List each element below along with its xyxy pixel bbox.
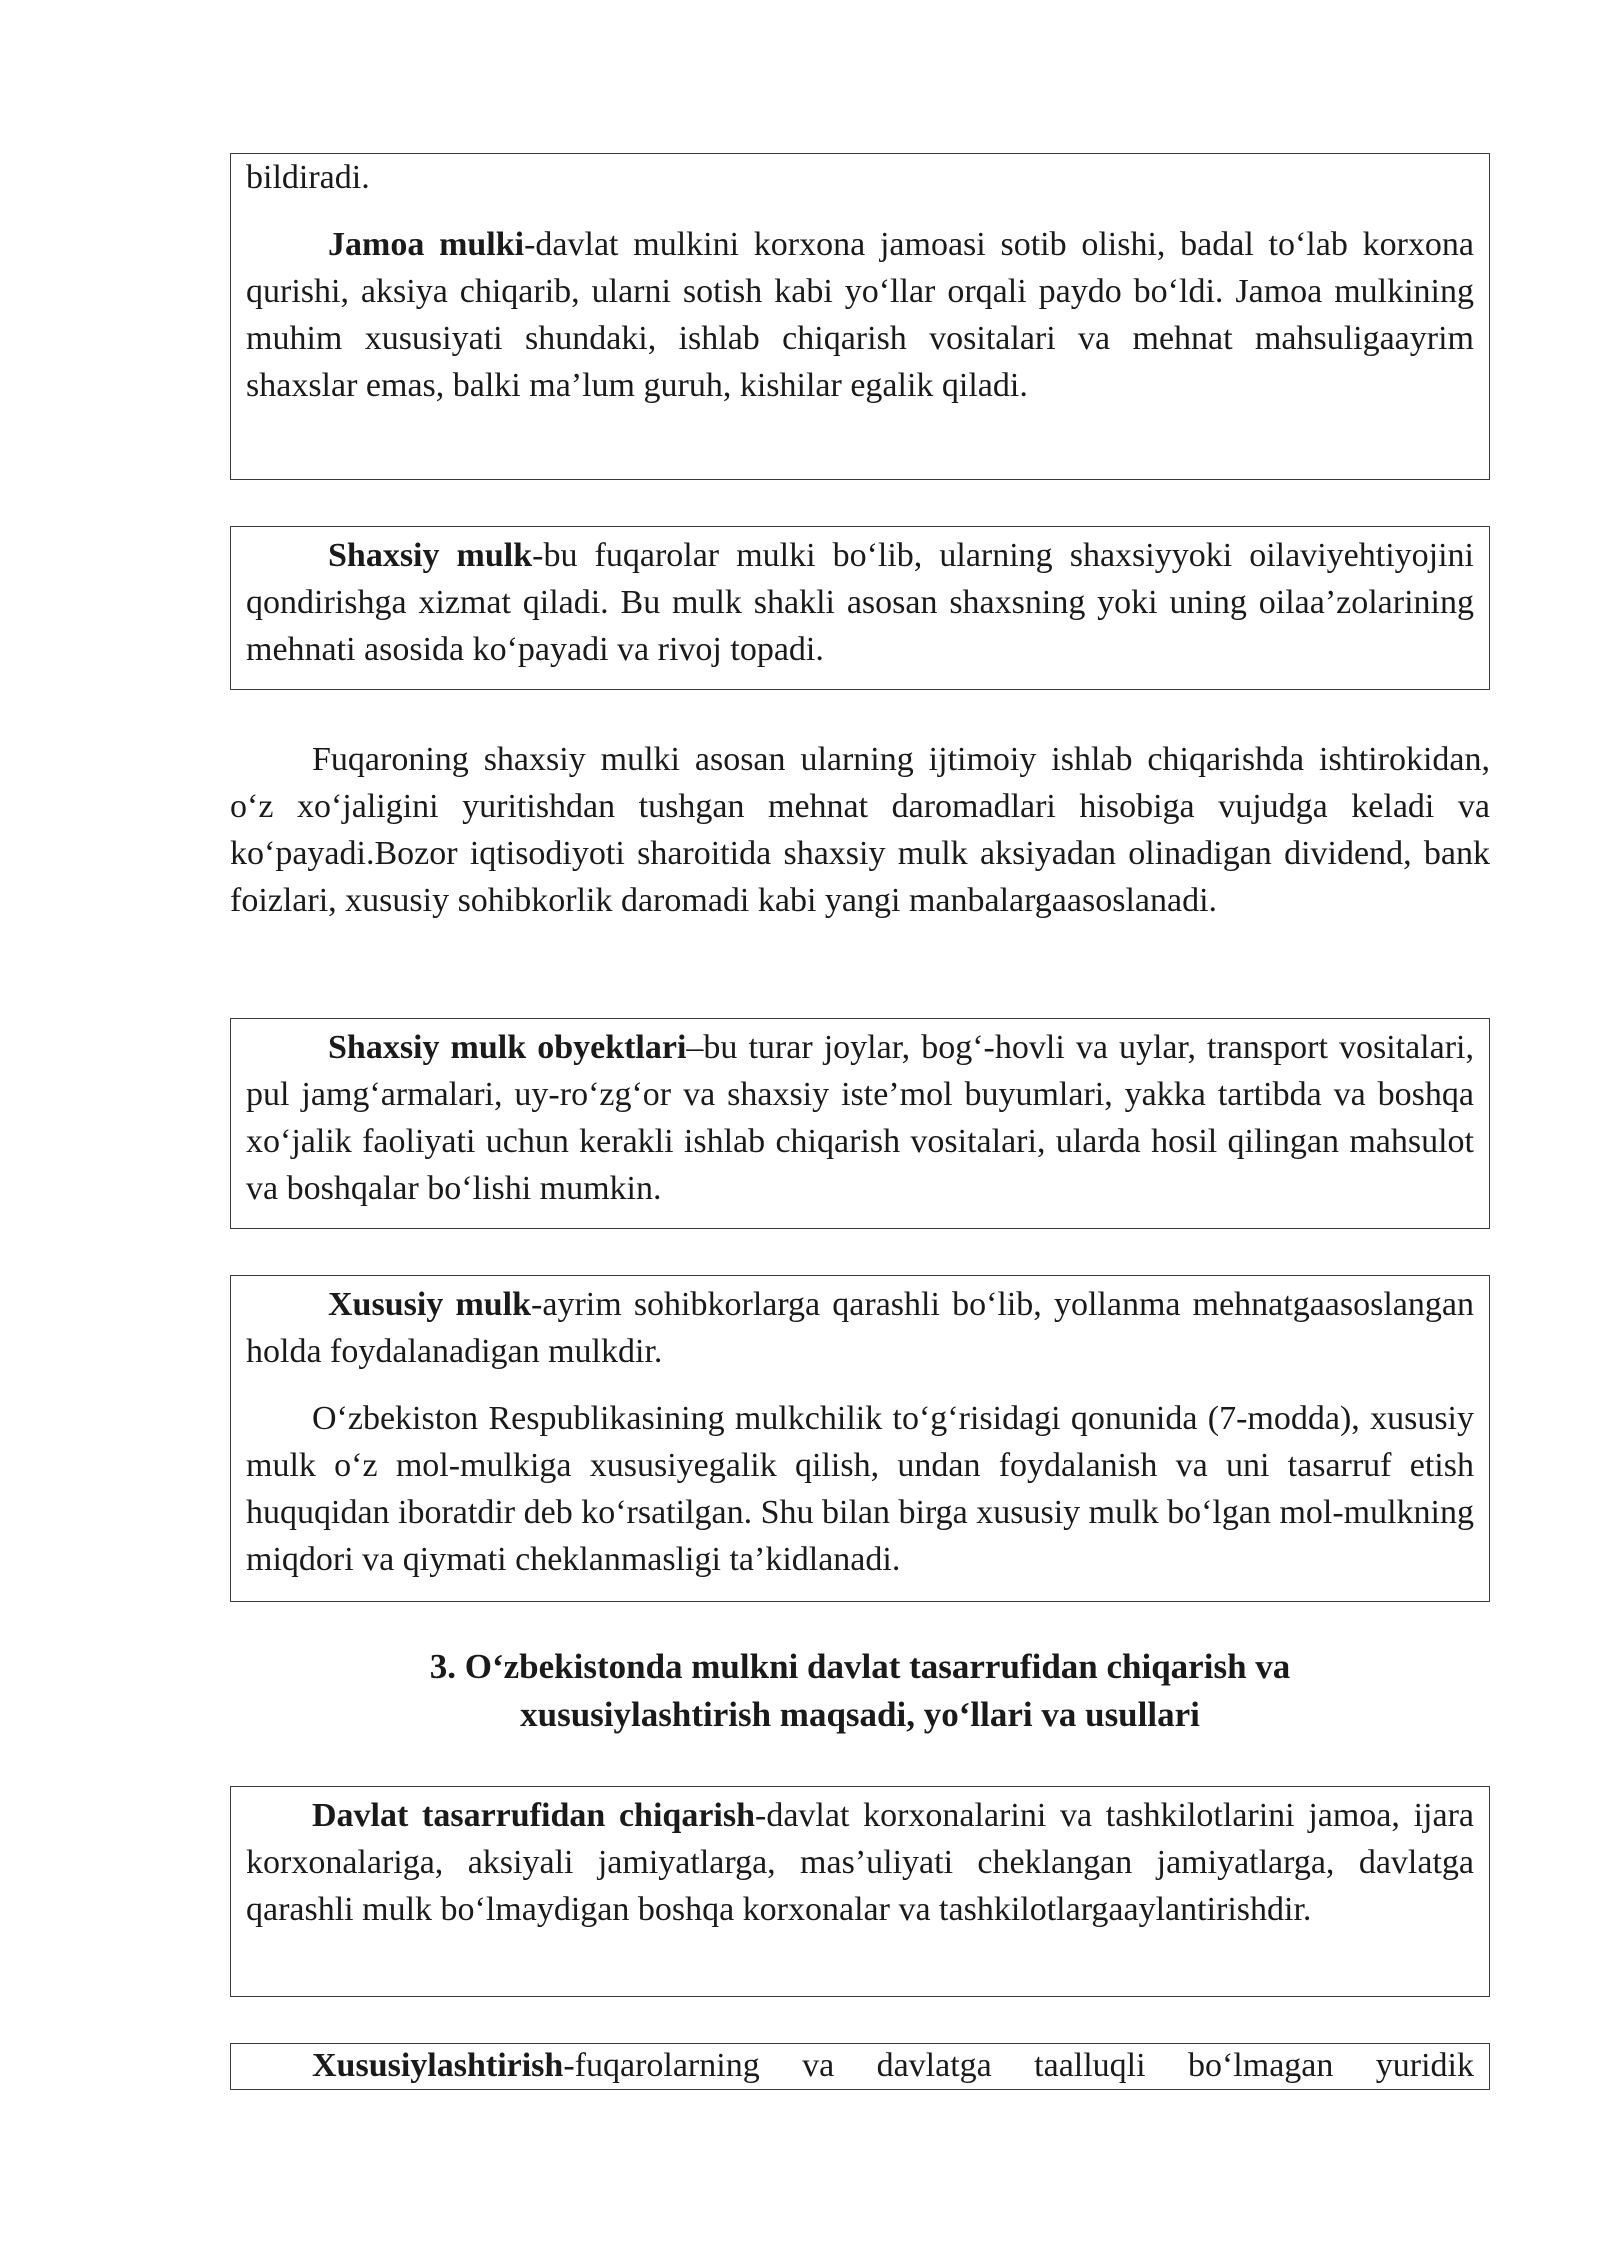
term-shaxsiy-mulk: Shaxsiy mulk [328,537,533,574]
definition-box-xususiy-mulk [230,1275,1490,1602]
definition-text: -fuqarolarning va davlatga taalluqli bo‘lmagan yuridik [563,2047,1474,2084]
definition-box-davlat-tasarrufidan-chiqarish [230,1786,1490,1997]
definition-box-shaxsiy-mulk-obyektlari [230,1018,1490,1229]
section-heading [230,1643,1490,1739]
term-davlat-tasarrufidan-chiqarish: Davlat tasarrufidan chiqarish [312,1797,755,1834]
definition-text: -bu fuqarolar mulki bo‘lib, ularning shaxsiyyoki oilaviyehtiyojini qondirishga xizmat qiladi. Bu mulk shakli asosan shaxsning yoki uning oilaa’zolarining mehnati asosida ko‘payadi va rivoj topadi. [246,537,1474,668]
term-xususiylashtirish: Xususiylashtirish [312,2047,564,2084]
body-paragraph [230,736,1490,924]
jamoa-mulki-paragraph [246,221,1474,409]
xususiy-mulk-paragraph [246,1281,1474,1375]
term-jamoa-mulki: Jamoa mulki [328,226,525,263]
fuqaroning-shaxsiy-mulki-paragraph: Fuqaroning shaxsiy mulki asosan ularning ijtimoiy ishlab chiqarishda ishtirokidan, o‘z xo‘jaligini yuritishdan tushgan mehnat daromadlari hisobiga vujudga keladi va ko‘payadi.Bozor iqtisodiyoti sharoitida shaxsiy mulk aksiyadan olinadigan dividend, bank foizlari, xususiy sohibkorlik daromadi kabi yangi manbalargaasoslanadi. [230,741,1490,919]
definition-box-jamoa-mulki [230,153,1490,480]
heading-line-2: xususiylashtirish maqsadi, yo‘llari va usullari [520,1695,1200,1734]
term-shaxsiy-mulk-obyektlari: Shaxsiy mulk obyektlari [328,1029,687,1066]
shaxsiy-mulk-paragraph [246,532,1474,673]
definition-box-shaxsiy-mulk [230,526,1490,690]
xususiylashtirish-paragraph [246,2043,1474,2089]
definition-text: -davlat mulkini korxona jamoasi sotib olishi, badal to‘lab korxona qurishi, aksiya chiqarib, ularni sotish kabi yo‘llar orqali paydo bo‘ldi. Jamoa mulkining muhim xususiyati shundaki, ishlab chiqarish vositalari va mehnat mahsuligaayrim shaxslar emas, balki ma’lum guruh, kishilar egalik qiladi. [246,226,1474,404]
continued-text: bildiradi. [246,159,370,196]
davlat-tasarrufidan-chiqarish-paragraph [246,1792,1474,1933]
shaxsiy-mulk-obyektlari-paragraph [246,1024,1474,1212]
definition-text: -davlat korxonalarini va tashkilotlarini jamoa, ijara korxonalariga, aksiyali jamiyatlarga, mas’uliyati cheklangan jamiyatlarga, davlatga qarashli mulk bo‘lmaydigan boshqa korxonalar va tashkilotlargaaylantirishdir. [246,1797,1474,1928]
qonun-paragraph: O‘zbekiston Respublikasining mulkchilik to‘g‘risidagi qonunida (7-modda), xususiy mulk o‘z mol-mulkiga xususiyegalik qilish, undan foydalanish va uni tasarruf etish huquqidan iboratdir deb ko‘rsatilgan. Shu bilan birga xususiy mulk bo‘lgan mol-mulkning miqdori va qiymati cheklanmasligi ta’kidlanadi. [246,1400,1474,1578]
definition-text: –bu turar joylar, bog‘-hovli va uylar, transport vositalari, pul jamg‘armalari, uy-ro‘zg‘or va shaxsiy iste’mol buyumlari, yakka tartibda va boshqa xo‘jalik faoliyati uchun kerakli ishlab chiqarish vositalari, ularda hosil qilingan mahsulot va boshqalar bo‘lishi mumkin. [246,1029,1474,1207]
heading-line-1: 3. O‘zbekistonda mulkni davlat tasarrufidan chiqarish va [429,1647,1291,1686]
definition-box-xususiylashtirish [230,2043,1490,2090]
term-xususiy-mulk: Xususiy mulk [328,1286,532,1323]
definition-text: -ayrim sohibkorlarga qarashli bo‘lib, yollanma mehnatgaasoslangan holda foydalanadigan mulkdir. [246,1286,1474,1370]
